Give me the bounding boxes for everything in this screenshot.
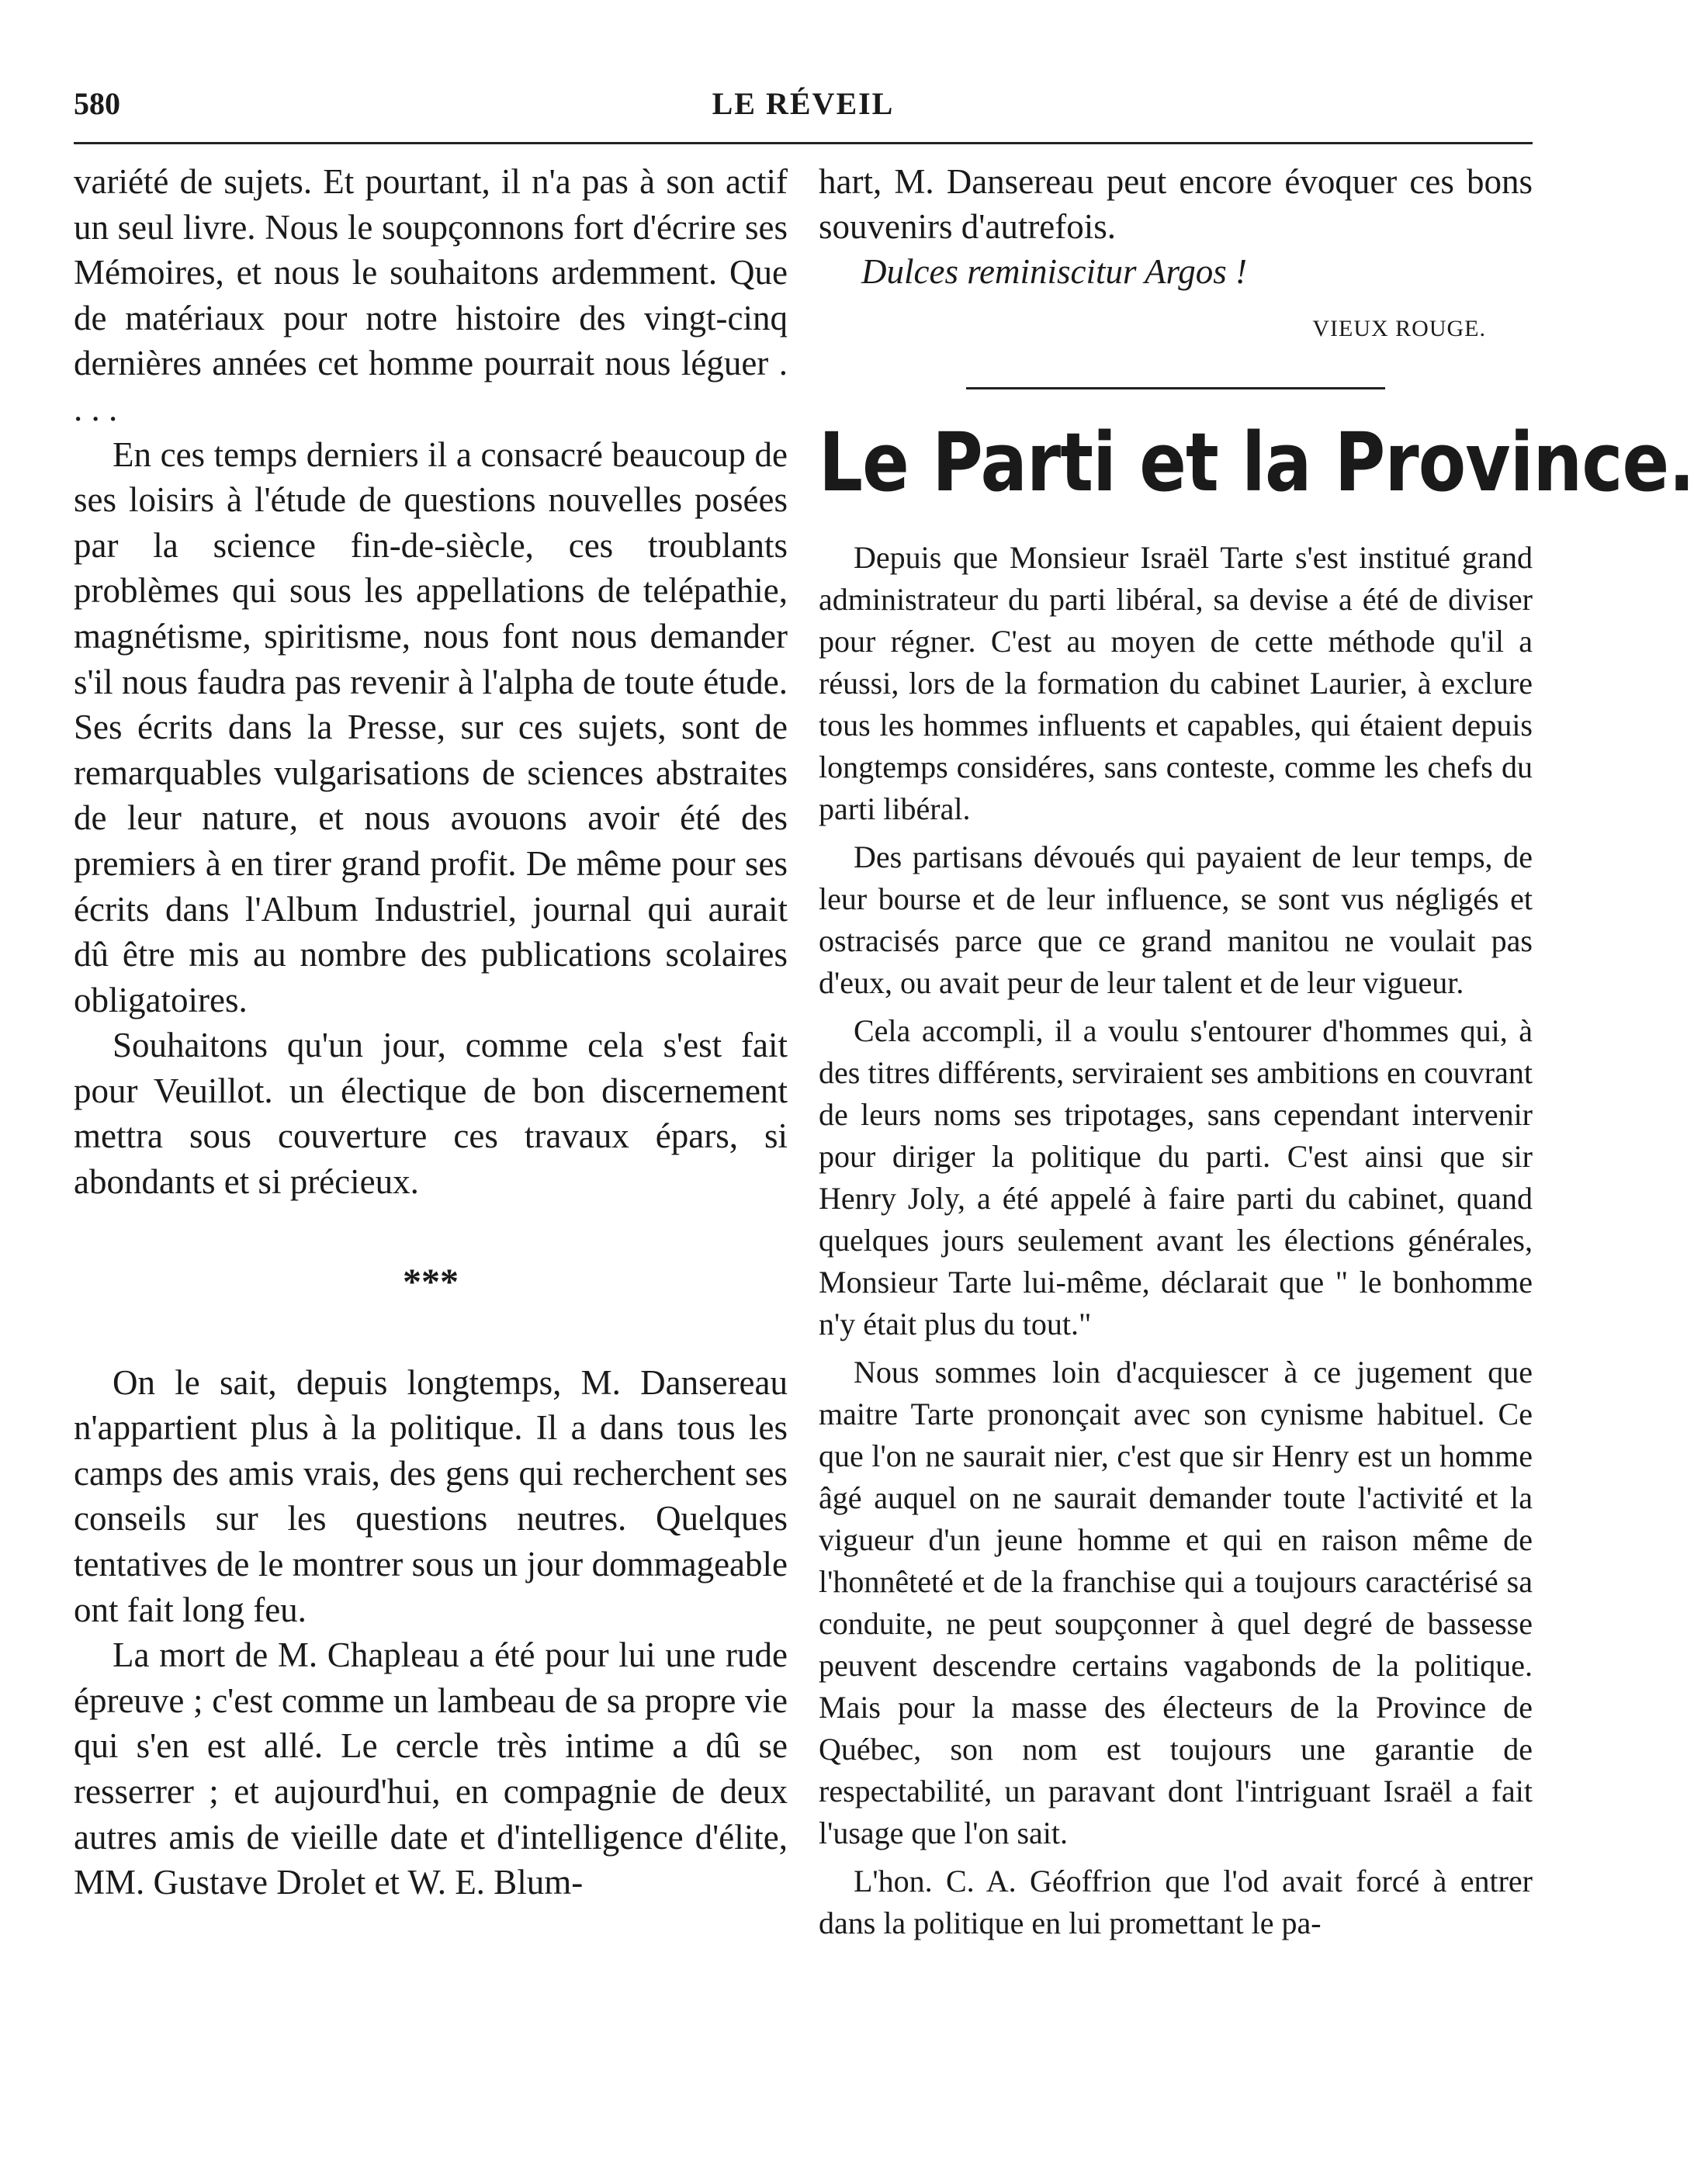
paragraph: On le sait, depuis longtemps, M. Dansereau n'appartient plus à la politique. Il a dans tous les camps des amis vrais, des gens qui recherchent ses conseils sur les questions neutres. Quelques tentatives de le montrer sous un jour dommageable ont fait long feu. [74, 1362, 788, 1629]
latin-motto: Dulces reminiscitur Argos ! [861, 252, 1248, 291]
paragraph: Nous sommes loin d'acquiescer à ce jugement que maitre Tarte prononçait avec son cynisme habituel. Ce que l'on ne saurait nier, c'est que sir Henry est un homme âgé auquel on ne saurait demander toute l'activité et la vigueur d'un jeune homme et qui en raison même de l'honnêteté et de la franchise qui a toujours caractérisé sa conduite, ne peut soupçonner à quel degré de bassesse peuvent descendre certains vagabonds de la politique. Mais pour la masse des électeurs de la Province de Québec, son nom est toujours une garantie de respectabilité, un paravant dont l'intriguant Israël a fait l'usage que l'on sait. [819, 1355, 1533, 1850]
paragraph: Souhaitons qu'un jour, comme cela s'est fait pour Veuillot. un électique de bon discernement mettra sous couverture ces travaux épars, si abondants et si précieux. [74, 1026, 788, 1202]
running-title: LE RÉVEIL [712, 86, 895, 121]
left-column [74, 159, 788, 1905]
right-column [819, 159, 1694, 1944]
page-header [74, 78, 1533, 132]
paragraph-continuation: hart, M. Dansereau peut encore évoquer ces bons souvenirs d'autrefois. [819, 162, 1533, 246]
page-number: 580 [74, 86, 120, 121]
author-signature: VIEUX ROUGE. [1312, 316, 1486, 341]
paragraph: La mort de M. Chapleau a été pour lui une rude épreuve ; c'est comme un lambeau de sa propre vie qui s'en est allé. Le cercle très intime a dû se resserrer ; et aujourd'hui, en compagnie de deux autres amis de vieille date et d'intelligence d'élite, MM. Gustave Drolet et W. E. Blum- [74, 1635, 788, 1902]
paragraph: Depuis que Monsieur Israël Tarte s'est institué grand administrateur du parti libéral, sa devise a été de diviser pour régner. C'est au moyen de cette méthode qu'il a réussi, lors de la formation du cabinet Laurier, à exclure tous les hommes influents et capables, qui étaient depuis longtemps considéres, sans conteste, comme les chefs du parti libéral. [819, 540, 1533, 826]
paragraph: En ces temps derniers il a consacré beaucoup de ses loisirs à l'étude de questions nouvelles posées par la science fin-de-siècle, ces troublants problèmes qui sous les appellations de telépathie, magnétisme, spiritisme, nous font nous demander s'il nous faudra pas revenir à l'alpha de toute étude. Ses écrits dans la Presse, sur ces sujets, sont de remarquables vulgarisations de sciences abstraites de leur nature, et nous avouons avoir été des premiers à en tirer grand profit. De même pour ses écrits dans l'Album Industriel, journal qui aurait dû être mis au nombre des publications scolaires obligatoires. [74, 434, 788, 1019]
paragraph: Des partisans dévoués qui payaient de leur temps, de leur bourse et de leur influence, se sont vus négligés et ostracisés parce que ce grand manitou ne voulait pas d'eux, ou avait peur de leur talent et de leur vigueur. [819, 839, 1533, 1000]
paragraph-continuation: variété de sujets. Et pourtant, il n'a pas à son actif un seul livre. Nous le soupçonnons fort d'écrire ses Mémoires, et nous le souhaitons ardemment. Que de matériaux pour notre histoire des vingt-cinq dernières années cet homme pourrait nous léguer . . . . [74, 162, 788, 428]
section-separator-stars: *** [403, 1261, 459, 1303]
paragraph: L'hon. C. A. Géoffrion que l'od avait forcé à entrer dans la politique en lui promettant le pa- [819, 1864, 1533, 1940]
header-rule [74, 142, 1533, 144]
article-headline: Le Parti et la Province. [819, 415, 1694, 510]
paragraph: Cela accompli, il a voulu s'entourer d'hommes qui, à des titres différents, serviraient ses ambitions en couvrant de leurs noms ses tripotages, sans cependant intervenir pour diriger la politique du parti. C'est ainsi que sir Henry Joly, a été appelé à faire parti du cabinet, quand quelques jours seulement avant les élections générales, Monsieur Tarte lui-même, déclarait que " le bonhomme n'y était plus du tout." [819, 1013, 1533, 1341]
section-rule [966, 387, 1385, 389]
